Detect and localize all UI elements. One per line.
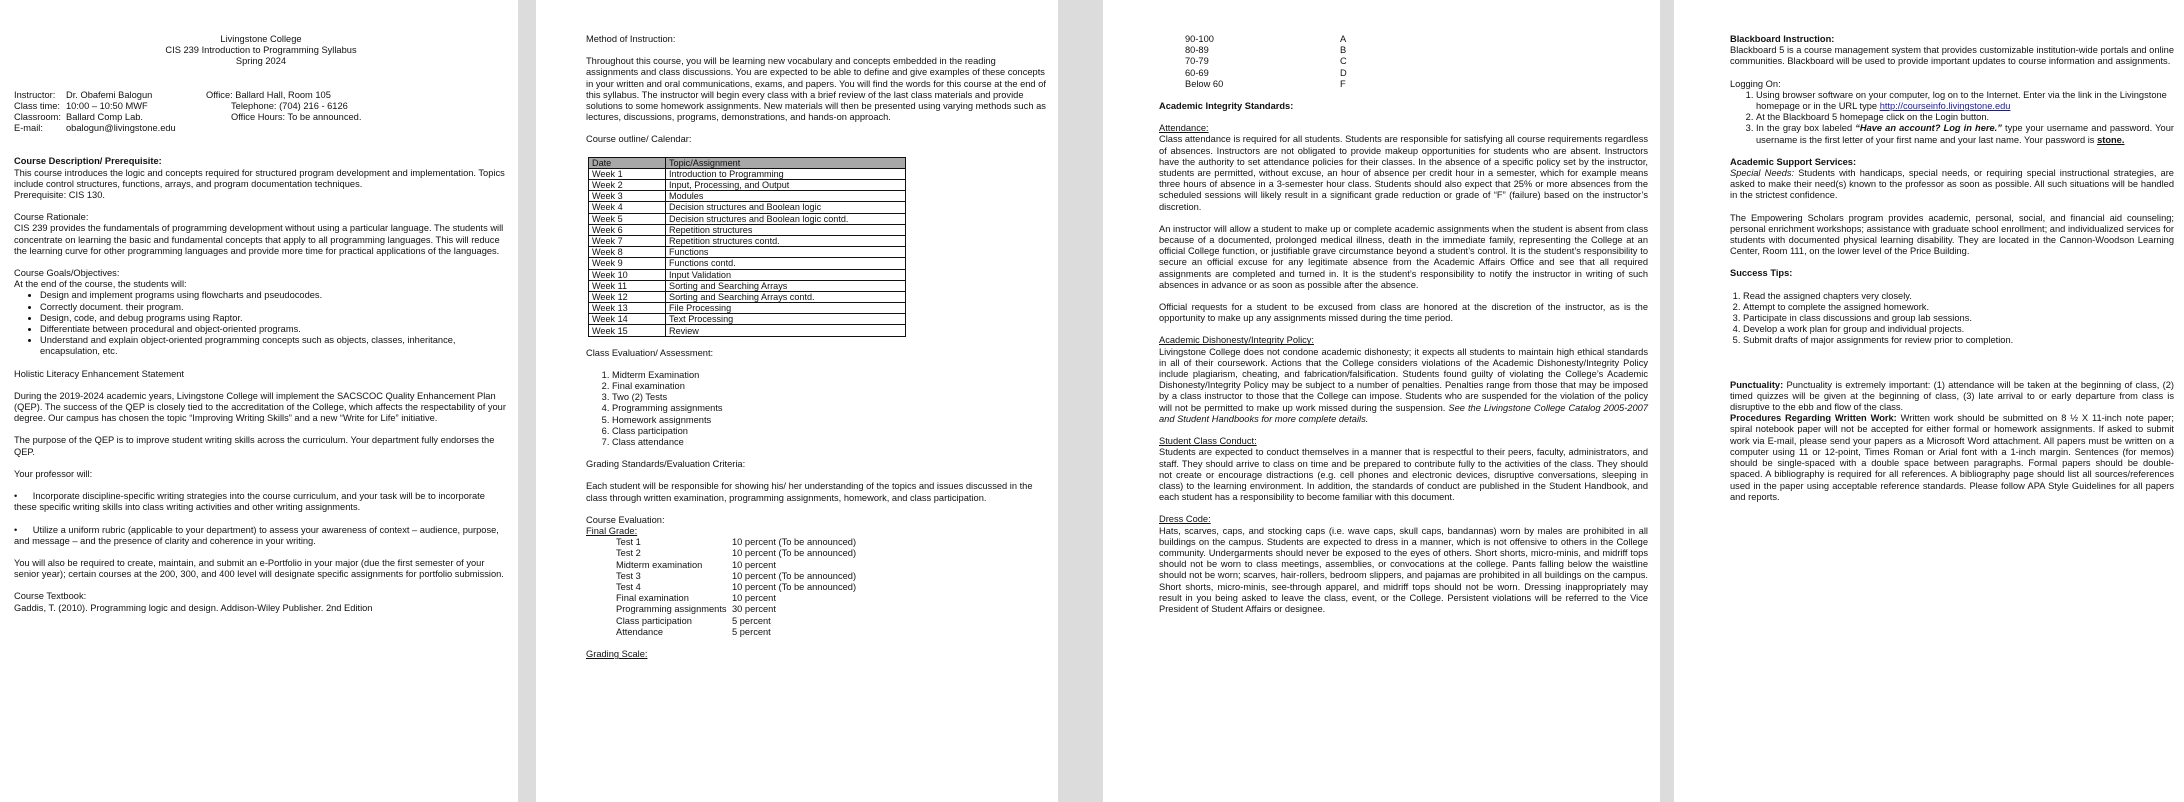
- week-cell: Week 13: [589, 303, 666, 314]
- topic-cell: Decision structures and Boolean logic: [666, 202, 906, 213]
- email-address: obalogun@livingstone.edu: [66, 123, 176, 134]
- table-row: [589, 280, 906, 291]
- grade-row: [586, 616, 1046, 627]
- professor-bullet-1: • Incorporate discipline-specific writing strategies into the course curriculum, and your task will be to incorporate these specific writing skills into class writing activities and other writing assignments.: [14, 491, 485, 513]
- success-tips-heading: Success Tips:: [1730, 268, 1793, 279]
- grade-item: Test 4: [616, 582, 641, 593]
- week-cell: Week 1: [589, 168, 666, 179]
- official-request-text: Official requests for a student to be excused from class are honored at the discretion of the instructor, as is the opportunity to make up any assignments missed during the time period.: [1159, 302, 1648, 324]
- table-row: [589, 235, 906, 246]
- grade-item: Midterm examination: [616, 559, 703, 570]
- grade-row: [586, 537, 1046, 548]
- success-tip: 3. Participate in class discussions and group lab sessions.: [1743, 313, 2174, 324]
- grade-weight: 5 percent: [732, 615, 771, 626]
- evaluation-item: 6. Class participation: [612, 426, 1046, 437]
- dress-code-text: Hats, scarves, caps, and stocking caps (i.e. wave caps, skull caps, bandannas) worn by males are prohibited in all buildings on the campus. Students are expected to dress in a manner, which is not offensive to others in the College community. Undergarments should never be exposed to the eyes of others. Short shorts, micro-minis, and midriff tops should not be worn to class meetings, assemblies, or convocations at the college. Pants falling below the waistline should not be worn; scarves, hair-rollers, bedroom slippers, and pajamas are prohibited in all buildings on the campus. Short shorts, micro-minis, see-through apparel, and midriff tops should not be worn. Dressing inappropriately may result in you being asked to leave the class, event, or the College. Persistent violations will be referred to the Vice President of Student Affairs or designee.: [1159, 525, 1648, 614]
- topic-cell: Sorting and Searching Arrays: [666, 280, 906, 291]
- evaluation-item: 5. Homework assignments: [612, 415, 1046, 426]
- table-row: [589, 247, 906, 258]
- grade-breakdown: [586, 537, 1046, 638]
- course-evaluation-label: Course Evaluation:: [586, 514, 665, 525]
- topic-column-header: Topic/Assignment: [666, 157, 906, 168]
- class-time: 10:00 – 10:50 MWF: [66, 100, 148, 111]
- evaluation-item: 3. Two (2) Tests: [612, 392, 1046, 403]
- grade-item: Test 1: [616, 537, 641, 548]
- grade-row: [586, 593, 1046, 604]
- topic-cell: Repetition structures contd.: [666, 235, 906, 246]
- grade-weight: 30 percent: [732, 604, 776, 615]
- topic-cell: Repetition structures: [666, 224, 906, 235]
- topic-cell: Decision structures and Boolean logic contd.: [666, 213, 906, 224]
- holistic-paragraph-1: During the 2019-2024 academic years, Livingstone College will implement the SACSCOC Quality Enhancement Plan (QEP). The success of the QEP is closely tied to the accreditation of the College, which affects the respectability of your degree. Our campus has chosen the topic “Improving Writing Skills” and a new “Write for Life” initiative.: [14, 390, 506, 424]
- blackboard-text: Blackboard 5 is a course management system that provides customizable institution-wide portals and online communities. Blackboard will be used to provide important updates to course information and assignments.: [1730, 45, 2174, 67]
- logon-step-3-detail: type your username and password. Your username is the first letter of your first name and your last name. Your password is: [1756, 123, 2174, 145]
- week-cell: Week 11: [589, 280, 666, 291]
- success-tips-list: [1730, 291, 2174, 347]
- logon-step-3-text: In the gray box labeled: [1756, 123, 1853, 134]
- outline-heading: Course outline/ Calendar:: [586, 134, 692, 145]
- scale-letter: D: [1340, 67, 1347, 78]
- instructor-name: Dr. Obafemi Balogun: [66, 89, 153, 100]
- grade-weight: 10 percent (To be announced): [732, 570, 857, 581]
- final-grade-label: Final Grade:: [586, 526, 638, 537]
- special-needs-paragraph: [1730, 168, 2174, 202]
- classroom-label: Classroom:: [14, 112, 62, 123]
- prerequisite: Prerequisite: CIS 130.: [14, 190, 105, 201]
- week-cell: Week 14: [589, 314, 666, 325]
- textbook-citation: Gaddis, T. (2010). Programming logic and design. Addison-Wiley Publisher. 2nd Edition: [14, 602, 373, 613]
- professor-bullet-2: • Utilize a uniform rubric (applicable to your department) to assess your awareness of context – audience, purpose, and message – and the presence of clarity and coherence in your writing.: [14, 524, 499, 546]
- dishonesty-heading: Academic Dishonesty/Integrity Policy:: [1159, 335, 1315, 346]
- punctuality-text: Punctuality is extremely important: (1) attendance will be taken at the beginning of class, (2) timed quizzes will be given at the beginning of class, (3) late arrival to or early departure from class is disruptive to the ebb and flow of the class.: [1730, 379, 2175, 413]
- method-heading: Method of Instruction:: [586, 34, 676, 44]
- dishonesty-text: Livingstone College does not condone academic dishonesty; it expects all students to maintain high ethical standards in all of their coursework. Actions that the College considers violations of the Academic Dishonesty/Integrity Policy include plagiarism, cheating, and fabrication/falsification. Students found guilty of violating the College’s Academic Dishonesty/Integrity Policy may be subject to a number of penalties. Penalties range from those that may be imposed by a class instructor to those that the College can impose. Students who are suspended for the violation of the policy will not be permitted to make up work missed during the suspension.: [1159, 346, 1648, 413]
- rationale-heading: Course Rationale:: [14, 212, 89, 223]
- grade-row: [586, 571, 1046, 582]
- instructor-row: [14, 90, 508, 101]
- evaluation-item: 4. Programming assignments: [612, 403, 1046, 414]
- eportfolio-text: You will also be required to create, maintain, and submit an e-Portfolio in your major (due the first semester of your senior year); certain courses at the 200, 300, and 400 level will designate specific assignments for portfolio submission.: [14, 557, 504, 580]
- evaluation-item: 7. Class attendance: [612, 437, 1046, 448]
- dress-code-heading: Dress Code:: [1159, 514, 1211, 525]
- table-row: [589, 269, 906, 280]
- syllabus-page-2: [536, 0, 1058, 802]
- criteria-text: Each student will be responsible for showing his/ her understanding of the topics and issues discussed in the class through written examination, programming assignments, homework, and class participation.: [586, 481, 1033, 503]
- scale-letter: F: [1340, 78, 1346, 89]
- topic-cell: File Processing: [666, 303, 906, 314]
- dishonesty-paragraph: [1159, 347, 1648, 425]
- holistic-heading: Holistic Literacy Enhancement Statement: [14, 368, 185, 379]
- grade-item: Test 3: [616, 570, 641, 581]
- table-row: [589, 202, 906, 213]
- blackboard-heading: Blackboard Instruction:: [1730, 34, 1835, 44]
- syllabus-page-4: [1674, 0, 2184, 802]
- topic-cell: Sorting and Searching Arrays contd.: [666, 291, 906, 302]
- goals-list: [14, 290, 508, 357]
- course-title: CIS 239 Introduction to Programming Syllabus: [165, 45, 357, 56]
- topic-cell: Input, Processing, and Output: [666, 180, 906, 191]
- topic-cell: Modules: [666, 191, 906, 202]
- grade-item: Test 2: [616, 548, 641, 559]
- conduct-heading: Student Class Conduct:: [1159, 436, 1257, 447]
- goal-item: • Correctly document. their program.: [40, 302, 508, 313]
- grade-row: [586, 548, 1046, 559]
- empowering-scholars-text: The Empowering Scholars program provides academic, personal, social, and financial aid counseling; personal enrichment workshops; assistance with graduate school enrollment; and individualized services for students with documented physical learning disability. They are located in the Cannon-Woodson Learning Center, Room 111, on the lower level of the Price Building.: [1730, 212, 2174, 257]
- evaluation-item: 1. Midterm Examination: [612, 370, 1046, 381]
- description-text: This course introduces the logic and concepts required for structured program development and implementation. Topics include control structures, functions, arrays, and program documentation techniques.: [14, 167, 505, 189]
- conduct-text: Students are expected to conduct themselves in a manner that is respectful to their peers, faculty, administrators, and staff. They should arrive to class on time and be prepared to contribute fully to the activities of the class. They should not create or encourage distractions (e.g. cell phones and electronic devices, disruptive conversations, sleeping in class) to the learning environment. In addition, the standards of conduct are published in the Student Handbook, and each student has a responsibility to become familiar with this document.: [1159, 447, 1648, 503]
- goal-item: • Design, code, and debug programs using Raptor.: [40, 313, 508, 324]
- holistic-paragraph-2: The purpose of the QEP is to improve student writing skills across the curriculum. Your department fully endorses the QEP.: [14, 435, 495, 457]
- written-work-label: Procedures Regarding Written Work:: [1730, 413, 1897, 424]
- table-row: [589, 180, 906, 191]
- college-name: Livingstone College: [220, 34, 302, 44]
- professor-bullet-2-text: Utilize a uniform rubric (applicable to your department) to assess your awareness of context – audience, purpose, and message – and the presence of clarity and coherence in your writing.: [14, 524, 499, 546]
- goals-heading: Course Goals/Objectives:: [14, 268, 120, 279]
- makeup-text: An instructor will allow a student to make up or complete academic assignments when the student is absent from class because of a documented, prolonged medical illness, death in the immediate family, representing the College at an official College function, or justifiable grave circumstance beyond a student’s control. It is the student’s responsibility to secure an official excuse for any legitimate absence from the Academic Affairs Office and see that all required assignments are completed and turned in. It is the student’s responsibility to notify the instructor in writing of such absences in advance or as soon as possible after the absence.: [1159, 223, 1648, 290]
- success-tip: 2. Attempt to complete the assigned homework.: [1743, 302, 2174, 313]
- class-time-label: Class time:: [14, 100, 60, 111]
- topic-cell: Review: [666, 325, 906, 336]
- logon-step-1-text: Using browser software on your computer, log on to the Internet. Enter via the link in the Livingstone homepage or in the URL type: [1756, 89, 2167, 112]
- evaluation-heading: Class Evaluation/ Assessment:: [586, 347, 714, 358]
- topic-cell: Functions: [666, 247, 906, 258]
- scale-letter: A: [1340, 34, 1347, 44]
- week-cell: Week 6: [589, 224, 666, 235]
- scale-row: [1159, 79, 1648, 90]
- syllabus-page-3: [1103, 0, 1660, 802]
- professor-bullet-1-text: Incorporate discipline-specific writing strategies into the course curriculum, and your task will be to incorporate these specific writing skills into class writing activities and other writing assignments.: [14, 491, 485, 513]
- method-text: Throughout this course, you will be learning new vocabulary and concepts embedded in the reading assignments and class discussions. You are expected to be able to define and give examples of these concepts in your written and oral communications, exams, and papers. You will find the words for this course at the end of this syllabus. The instructor will begin every class with a brief review of the last class materials and provide solutions to some homework assignments. New materials will then be presented using varying methods such as lectures, discussions, programs, demonstrations, and hands-on approach.: [586, 56, 1046, 123]
- week-cell: Week 5: [589, 213, 666, 224]
- telephone: Telephone: (704) 216 - 6126: [231, 100, 348, 111]
- topic-cell: Functions contd.: [666, 258, 906, 269]
- attendance-text: Class attendance is required for all students. Students are responsible for satisfying all course requirements regardless of absences. Instructors are not obligated to provide makeup opportunities for students who are absent. Instructors have the authority to set attendance policies for their classes. In the absence of a specific policy set by the instructor, students are permitted, without excuse, an hour of absence per credit hour in a semester, which for example means three hours of absence in a 3-semester hour class. Students should also expect that 25% or more absences from the scheduled sessions will likely result in a significant grade reduction or grade of “F” (failure) based on the instructor’s discretion.: [1159, 134, 1648, 212]
- special-needs-label: Special Needs:: [1730, 168, 1795, 179]
- criteria-heading: Grading Standards/Evaluation Criteria:: [586, 459, 746, 470]
- table-row: [589, 191, 906, 202]
- grade-item: Class participation: [616, 615, 692, 626]
- logon-step-2: 2. At the Blackboard 5 homepage click on the Login button.: [1756, 112, 2174, 123]
- grade-weight: 10 percent: [732, 559, 776, 570]
- scale-range: 90-100: [1185, 34, 1214, 44]
- support-heading: Academic Support Services:: [1730, 156, 1857, 167]
- table-row: [589, 224, 906, 235]
- goal-item: • Differentiate between procedural and object-oriented programs.: [40, 324, 508, 335]
- attendance-heading: Attendance:: [1159, 123, 1209, 134]
- topic-cell: Text Processing: [666, 314, 906, 325]
- table-row: [589, 325, 906, 336]
- grade-item: Programming assignments: [616, 604, 727, 615]
- success-tip: 5. Submit drafts of major assignments for review prior to completion.: [1743, 335, 2174, 346]
- scale-row: [1159, 34, 1648, 45]
- table-row: [589, 303, 906, 314]
- logon-heading: Logging On:: [1730, 78, 1781, 89]
- week-cell: Week 2: [589, 180, 666, 191]
- logon-box-label: “Have an account? Log in here.”: [1855, 123, 2002, 134]
- evaluation-item: 2. Final examination: [612, 381, 1046, 392]
- scale-range: 60-69: [1185, 67, 1209, 78]
- table-row: [589, 314, 906, 325]
- grade-item: Attendance: [616, 626, 664, 637]
- grade-weight: 5 percent: [732, 626, 771, 637]
- table-header-row: [589, 157, 906, 168]
- goals-intro: At the end of the course, the students will:: [14, 279, 187, 290]
- topic-cell: Input Validation: [666, 269, 906, 280]
- grade-weight: 10 percent (To be announced): [732, 582, 857, 593]
- punctuality-label: Punctuality:: [1730, 379, 1784, 390]
- week-cell: Week 4: [589, 202, 666, 213]
- week-cell: Week 8: [589, 247, 666, 258]
- special-needs-text: Students with handicaps, special needs, or requiring special instructional strategies, are asked to make their need(s) known to the professor as soon as possible. All such situations will be handled in the strictest confidence.: [1730, 168, 2174, 201]
- classroom: Ballard Comp Lab.: [66, 112, 143, 123]
- grade-row: [586, 560, 1046, 571]
- scale-letter: C: [1340, 56, 1347, 67]
- grading-scale: [1159, 34, 1648, 90]
- email-row: [14, 123, 508, 134]
- course-outline-table: [588, 157, 906, 337]
- office-location: Office: Ballard Hall, Room 105: [206, 89, 331, 100]
- grade-row: [586, 582, 1046, 593]
- week-cell: Week 7: [589, 235, 666, 246]
- success-tip: 1. Read the assigned chapters very closely.: [1743, 291, 2174, 302]
- scale-range: 80-89: [1185, 45, 1209, 56]
- evaluation-list: [586, 370, 1046, 448]
- punctuality-paragraph: [1730, 380, 2174, 414]
- scale-range: 70-79: [1185, 56, 1209, 67]
- week-cell: Week 12: [589, 291, 666, 302]
- class-time-row: [14, 101, 508, 112]
- table-row: [589, 291, 906, 302]
- goal-item: • Design and implement programs using flowcharts and pseudocodes.: [40, 290, 508, 301]
- scale-range: Below 60: [1185, 78, 1224, 89]
- rationale-text: CIS 239 provides the fundamentals of programming development without using a particular language. The students will concentrate on learning the basic and fundamental concepts that apply to all programming languages. This will reduce the learning curve for other programming languages and provide more time for practical applications of the languages.: [14, 223, 504, 256]
- email-label: E-mail:: [14, 123, 43, 134]
- grade-item: Final examination: [616, 593, 689, 604]
- topic-cell: Introduction to Programming: [666, 168, 906, 179]
- table-row: [589, 168, 906, 179]
- classroom-row: [14, 112, 508, 123]
- grading-scale-heading: Grading Scale:: [586, 649, 648, 660]
- logon-step-1: [1756, 90, 2174, 112]
- scale-letter: B: [1340, 45, 1347, 56]
- logon-steps: [1730, 90, 2174, 146]
- dishonesty-catalog-note: See the Livingstone College Catalog 2005-2007 and Student Handbooks for more complete details.: [1159, 402, 1648, 424]
- description-heading: Course Description/ Prerequisite:: [14, 156, 162, 167]
- textbook-heading: Course Textbook:: [14, 591, 87, 602]
- week-cell: Week 3: [589, 191, 666, 202]
- courseinfo-link[interactable]: http://courseinfo.livingstone.edu: [1879, 101, 2011, 112]
- professor-will: Your professor will:: [14, 468, 93, 479]
- course-term: Spring 2024: [235, 56, 287, 67]
- scale-row: [1159, 68, 1648, 79]
- week-cell: Week 10: [589, 269, 666, 280]
- default-password: stone.: [2097, 134, 2125, 145]
- office-hours: Office Hours: To be announced.: [231, 112, 362, 123]
- syllabus-page-1: [0, 0, 518, 802]
- week-cell: Week 9: [589, 258, 666, 269]
- week-cell: Week 15: [589, 325, 666, 336]
- table-row: [589, 213, 906, 224]
- grade-row: [586, 627, 1046, 638]
- success-tip: 4. Develop a work plan for group and individual projects.: [1743, 324, 2174, 335]
- grade-weight: 10 percent (To be announced): [732, 537, 857, 548]
- instructor-label: Instructor:: [14, 89, 56, 100]
- date-column-header: Date: [589, 157, 666, 168]
- scale-row: [1159, 45, 1648, 56]
- scale-row: [1159, 56, 1648, 67]
- grade-weight: 10 percent: [732, 593, 776, 604]
- grade-row: [586, 604, 1046, 615]
- goal-item: • Understand and explain object-oriented programming concepts such as objects, classes, inheritance, encapsulation, etc.: [40, 335, 508, 357]
- grade-weight: 10 percent (To be announced): [732, 548, 857, 559]
- integrity-heading: Academic Integrity Standards:: [1159, 101, 1294, 112]
- table-row: [589, 258, 906, 269]
- written-work-text: Written work should be submitted on 8 ½ X 11-inch note paper; spiral notebook paper will not be accepted for either formal or homework assignments. If asked to submit work via E-mail, please send your papers as a Microsoft Word attachment. All papers must be written on a computer using 11 or 12-point, Times Roman or Arial font with a 1-inch margin. Sentences (for memos) should be single-spaced with a double space between paragraphs. Formal papers should be double-spaced. A bibliography is required for all references. A bibliography page should list all sources/references used in the paper using acceptable reference standards. Please follow APA Style Guidelines for all papers and reports.: [1730, 413, 2174, 502]
- logon-step-3: [1756, 123, 2174, 145]
- written-work-paragraph: [1730, 413, 2174, 503]
